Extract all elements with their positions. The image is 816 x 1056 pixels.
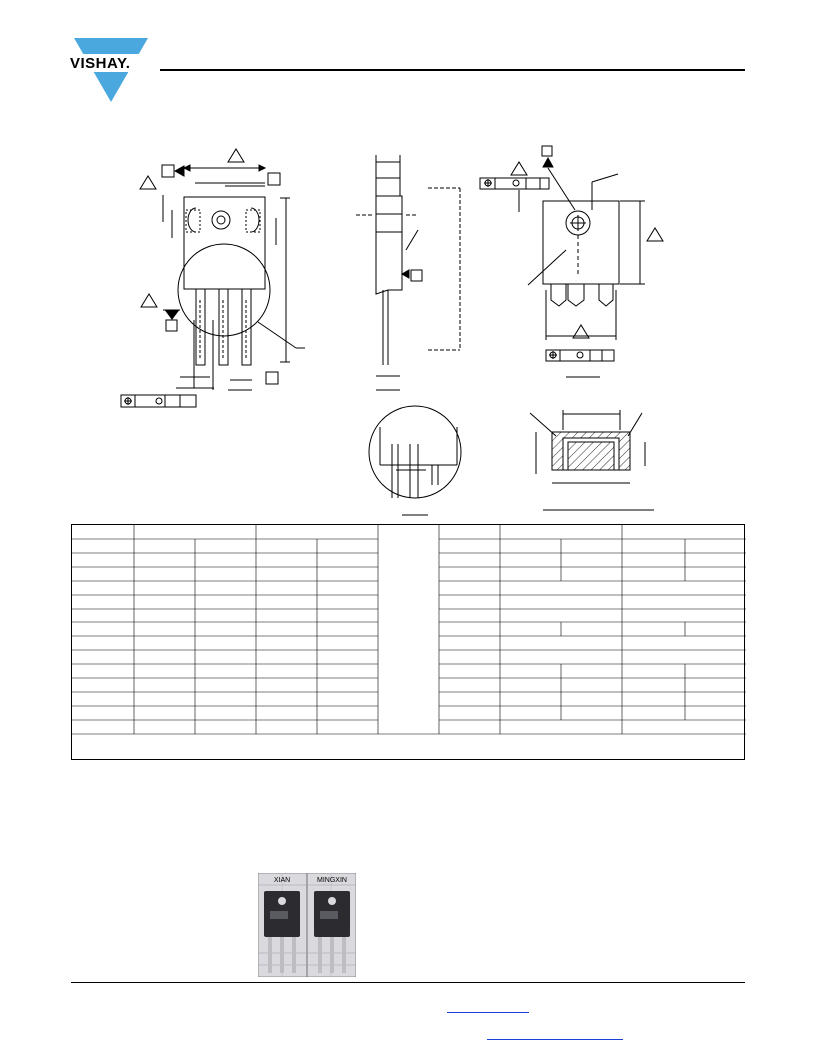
package-outline-drawing bbox=[0, 0, 816, 520]
section-view bbox=[530, 410, 654, 510]
photo-label-xian: XIAN bbox=[273, 877, 291, 884]
product-photo-image bbox=[258, 873, 356, 977]
photo-label-mingxin: MINGXIN bbox=[317, 877, 347, 884]
company-logo-text: VISHAY. bbox=[70, 55, 131, 72]
back-view bbox=[480, 146, 663, 377]
table-grid bbox=[72, 525, 746, 761]
dimensions-table bbox=[71, 524, 745, 760]
footer-link-1[interactable] bbox=[447, 1012, 529, 1013]
side-view bbox=[356, 155, 460, 390]
footer-rule bbox=[71, 982, 745, 983]
front-view bbox=[121, 149, 305, 407]
footer-link-2[interactable] bbox=[487, 1039, 623, 1040]
product-photo bbox=[258, 873, 356, 977]
lead-detail-view bbox=[369, 406, 461, 515]
